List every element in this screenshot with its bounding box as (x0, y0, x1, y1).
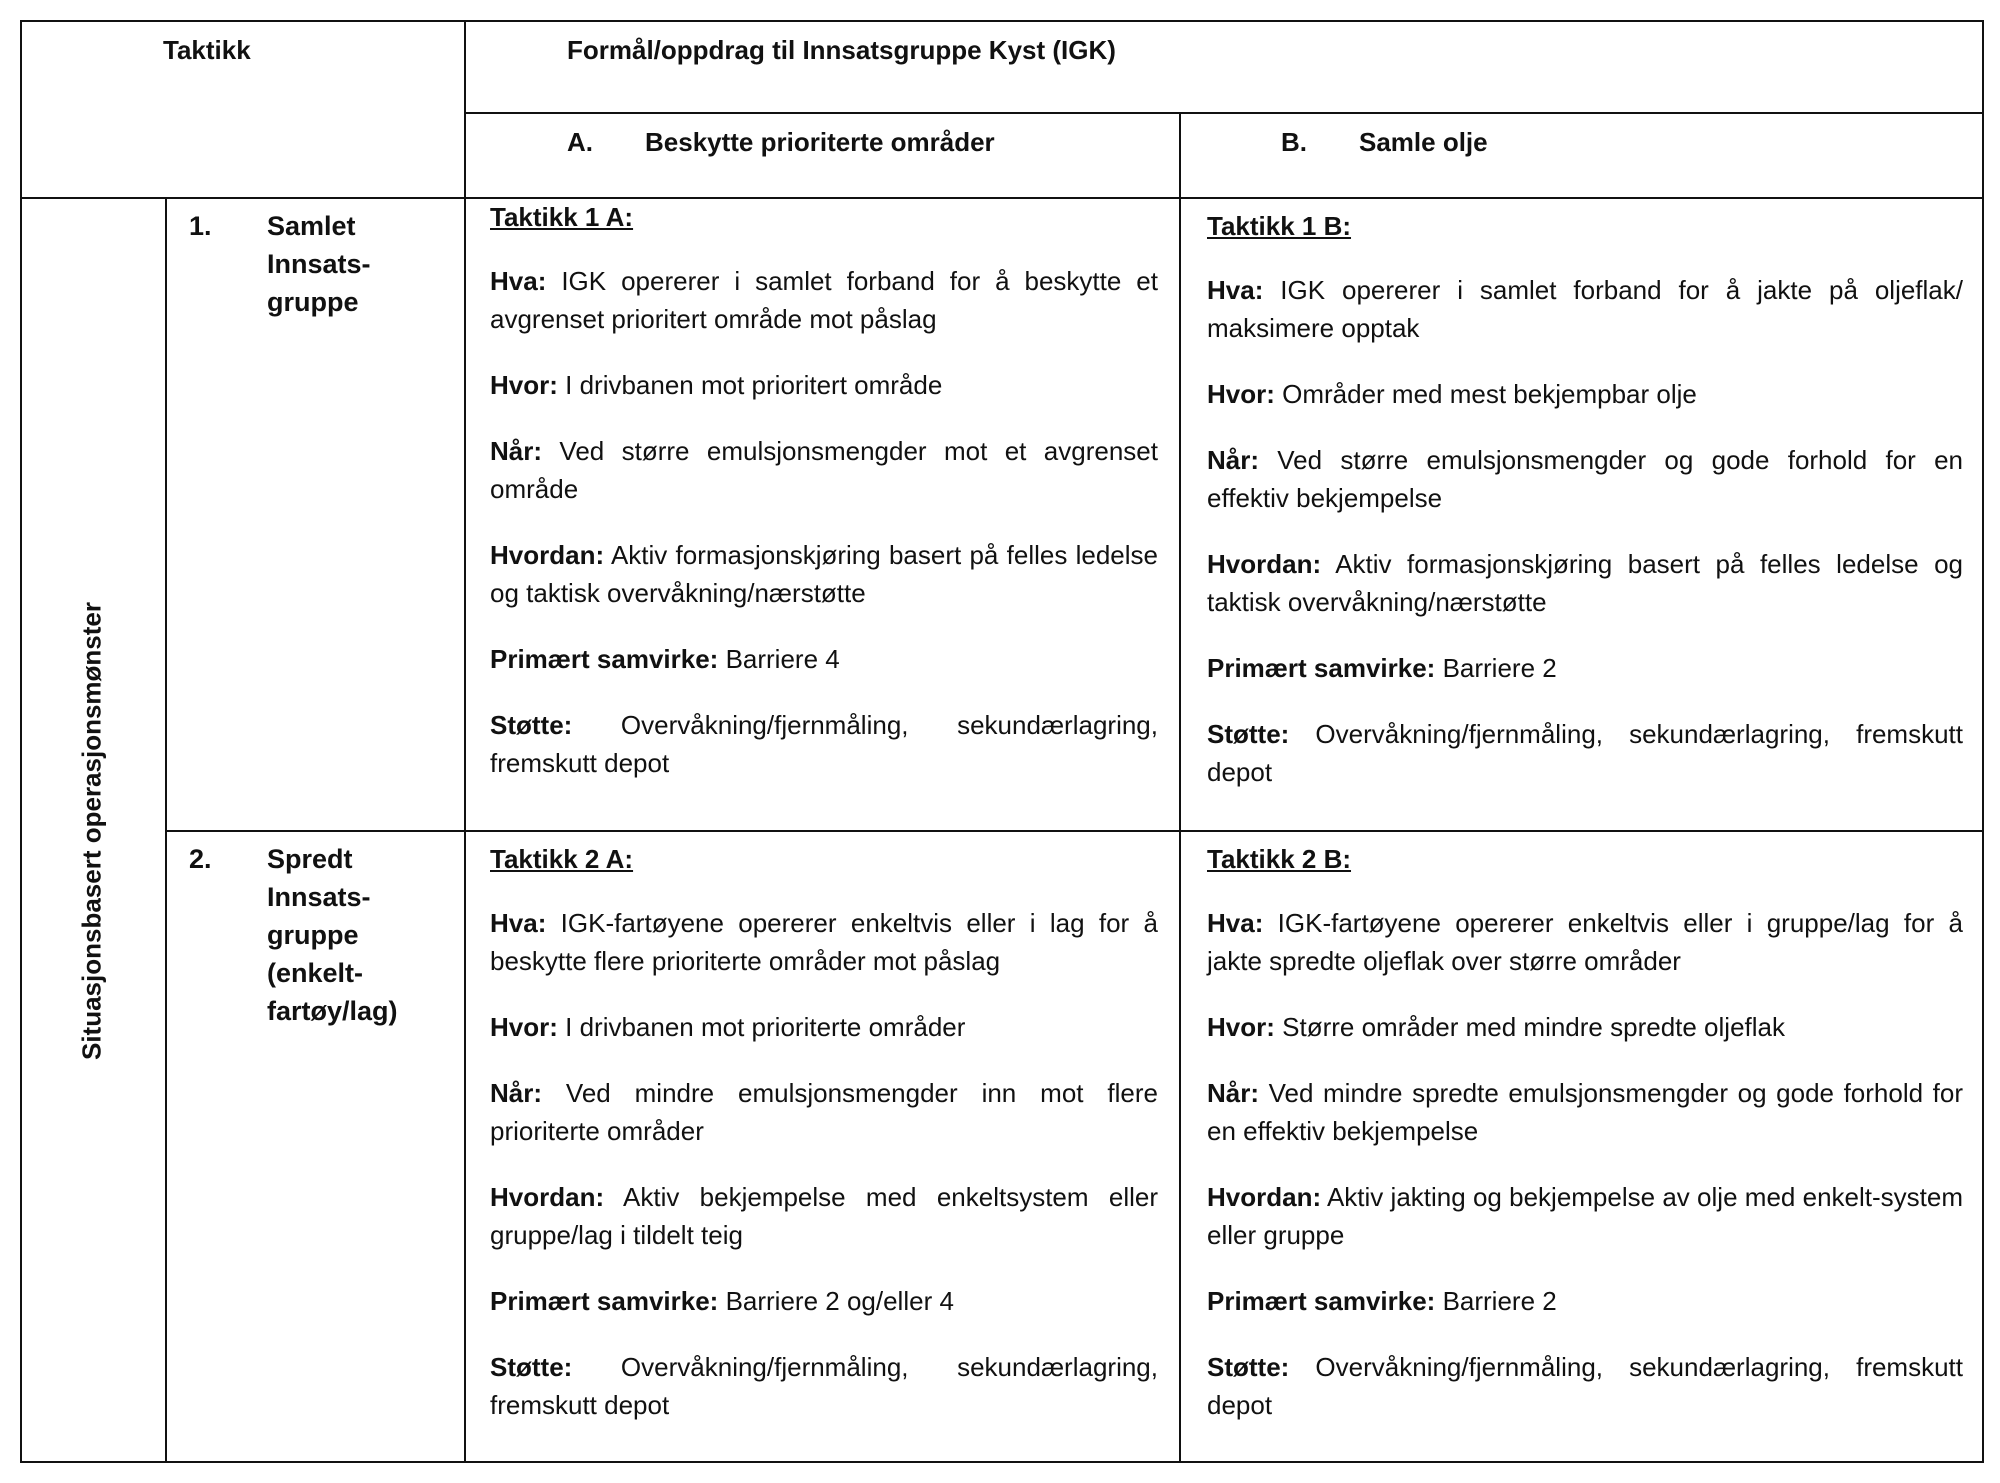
cell-1b-samvirke (1207, 649, 1963, 687)
field-value: IGK opererer i samlet forband for å jakte på oljeflak/ maksimere opptak (1207, 275, 1963, 343)
field-key: Hvordan: (1207, 1182, 1322, 1212)
table-border-bottom (20, 1461, 1984, 1463)
field-value: Overvåkning/fjernmåling, sekundærlagring, fremskutt depot (1207, 719, 1963, 787)
field-value: Ved større emulsjonsmengder og gode forhold for en effektiv bekjempelse (1207, 445, 1963, 513)
cell-1b (1207, 207, 1963, 819)
cell-1a-samvirke (490, 640, 1158, 678)
cell-1b-hva (1207, 271, 1963, 347)
field-key: Når: (490, 436, 543, 466)
field-key: Støtte: (1207, 719, 1290, 749)
cell-2b-samvirke (1207, 1282, 1963, 1320)
field-value: Aktiv formasjonskjøring basert på felles ledelse og taktisk overvåkning/nærstøtte (1207, 549, 1963, 617)
row-2-text: Spredt Innsats-gruppe (enkelt-fartøy/lag) (267, 844, 398, 1026)
row-divider (165, 830, 1984, 832)
field-value: Barriere 4 (718, 644, 840, 674)
side-label-cell (22, 200, 162, 1462)
cell-1a (490, 198, 1158, 810)
cell-2b-hvordan (1207, 1178, 1963, 1254)
ab-column-line (1179, 112, 1181, 1463)
field-key: Hvor: (1207, 1012, 1275, 1042)
field-key: Hvor: (1207, 379, 1275, 409)
field-key: Hvordan: (490, 540, 605, 570)
cell-1a-stotte (490, 706, 1158, 782)
cell-2a-hvordan (490, 1178, 1158, 1254)
field-key: Støtte: (1207, 1352, 1290, 1382)
cell-2b-stotte (1207, 1348, 1963, 1424)
field-key: Støtte: (490, 710, 573, 740)
cell-1a-title: Taktikk 1 A: (490, 202, 634, 232)
field-value: Overvåkning/fjernmåling, sekundærlagring, fremskutt depot (490, 710, 1158, 778)
header-formal: Formål/oppdrag til Innsatsgruppe Kyst (IGK) (567, 35, 1116, 65)
row-1-number: 1. (189, 211, 212, 241)
cell-2a-hva (490, 904, 1158, 980)
label-column-line (464, 20, 466, 1463)
column-a-label: Beskytte prioriterte områder (645, 127, 995, 157)
field-key: Hvor: (490, 370, 558, 400)
header-taktikk: Taktikk (163, 35, 251, 65)
field-key: Hva: (490, 266, 547, 296)
field-value: IGK-fartøyene opererer enkeltvis eller i gruppe/lag for å jakte spredte oljeflak over større områder (1207, 908, 1963, 976)
field-value: IGK opererer i samlet forband for å beskytte et avgrenset prioritert område mot påslag (490, 266, 1158, 334)
column-b-number: B. (1281, 127, 1307, 157)
field-key: Støtte: (490, 1352, 573, 1382)
column-b-label: Samle olje (1359, 127, 1488, 157)
cell-1b-stotte (1207, 715, 1963, 791)
header-divider (464, 112, 1984, 114)
row-2-number: 2. (189, 844, 212, 874)
field-value: Barriere 2 og/eller 4 (718, 1286, 954, 1316)
cell-2a (490, 840, 1158, 1452)
cell-1b-hvordan (1207, 545, 1963, 621)
field-key: Hva: (1207, 908, 1264, 938)
cell-1b-nar (1207, 441, 1963, 517)
cell-1a-hva (490, 262, 1158, 338)
field-value: Områder med mest bekjempbar olje (1274, 379, 1697, 409)
table-border-top (20, 20, 1984, 22)
field-value: Overvåkning/fjernmåling, sekundærlagring, fremskutt depot (490, 1352, 1158, 1420)
field-value: I drivbanen mot prioriterte områder (557, 1012, 966, 1042)
field-value: Ved mindre emulsjonsmengder inn mot flere prioriterte områder (490, 1078, 1158, 1146)
header-column-b (1281, 123, 1488, 161)
cell-2a-hvor (490, 1008, 1158, 1046)
cell-2a-nar (490, 1074, 1158, 1150)
field-value: IGK-fartøyene opererer enkeltvis eller i lag for å beskytte flere prioriterte områder mot påslag (490, 908, 1158, 976)
field-value: Aktiv jakting og bekjempelse av olje med enkelt-system eller gruppe (1207, 1182, 1963, 1250)
field-value: Barriere 2 (1435, 1286, 1557, 1316)
field-value: Større områder med mindre spredte oljeflak (1274, 1012, 1785, 1042)
field-key: Når: (1207, 1078, 1260, 1108)
cell-2b-title: Taktikk 2 B: (1207, 844, 1352, 874)
cell-2b-hvor (1207, 1008, 1963, 1046)
cell-2a-title: Taktikk 2 A: (490, 844, 634, 874)
row-2-label (189, 840, 449, 1040)
row-1-label (189, 207, 449, 347)
cell-1b-title: Taktikk 1 B: (1207, 211, 1352, 241)
table-border-right (1982, 20, 1984, 1463)
cell-1a-hvordan (490, 536, 1158, 612)
field-key: Hvor: (490, 1012, 558, 1042)
cell-2a-stotte (490, 1348, 1158, 1424)
field-key: Primært samvirke: (1207, 1286, 1436, 1316)
field-key: Når: (1207, 445, 1260, 475)
side-column-line (165, 197, 167, 1463)
cell-1b-hvor (1207, 375, 1963, 413)
field-value: Aktiv formasjonskjøring basert på felles ledelse og taktisk overvåkning/nærstøtte (490, 540, 1158, 608)
field-key: Hva: (1207, 275, 1264, 305)
cell-2b-hva (1207, 904, 1963, 980)
field-value: Ved større emulsjonsmengder mot et avgrenset område (490, 436, 1158, 504)
column-a-number: A. (567, 127, 593, 157)
field-key: Hvordan: (490, 1182, 605, 1212)
field-key: Når: (490, 1078, 543, 1108)
field-key: Primært samvirke: (490, 644, 719, 674)
field-value: Barriere 2 (1435, 653, 1557, 683)
field-value: Aktiv bekjempelse med enkeltsystem eller gruppe/lag i tildelt teig (490, 1182, 1158, 1250)
field-key: Primært samvirke: (490, 1286, 719, 1316)
header-column-a (567, 123, 995, 161)
field-value: Overvåkning/fjernmåling, sekundærlagring, fremskutt depot (1207, 1352, 1963, 1420)
field-key: Primært samvirke: (1207, 653, 1436, 683)
cell-1a-hvor (490, 366, 1158, 404)
row-1-text: Samlet Innsats-gruppe (267, 211, 371, 317)
cell-1a-nar (490, 432, 1158, 508)
field-key: Hvordan: (1207, 549, 1322, 579)
cell-2b-nar (1207, 1074, 1963, 1150)
cell-2b (1207, 840, 1963, 1452)
cell-2a-samvirke (490, 1282, 1158, 1320)
field-key: Hva: (490, 908, 547, 938)
side-label: Situasjonsbasert operasjonsmønster (76, 601, 107, 1061)
field-value: I drivbanen mot prioritert område (557, 370, 943, 400)
field-value: Ved mindre spredte emulsjonsmengder og gode forhold for en effektiv bekjempelse (1207, 1078, 1963, 1146)
